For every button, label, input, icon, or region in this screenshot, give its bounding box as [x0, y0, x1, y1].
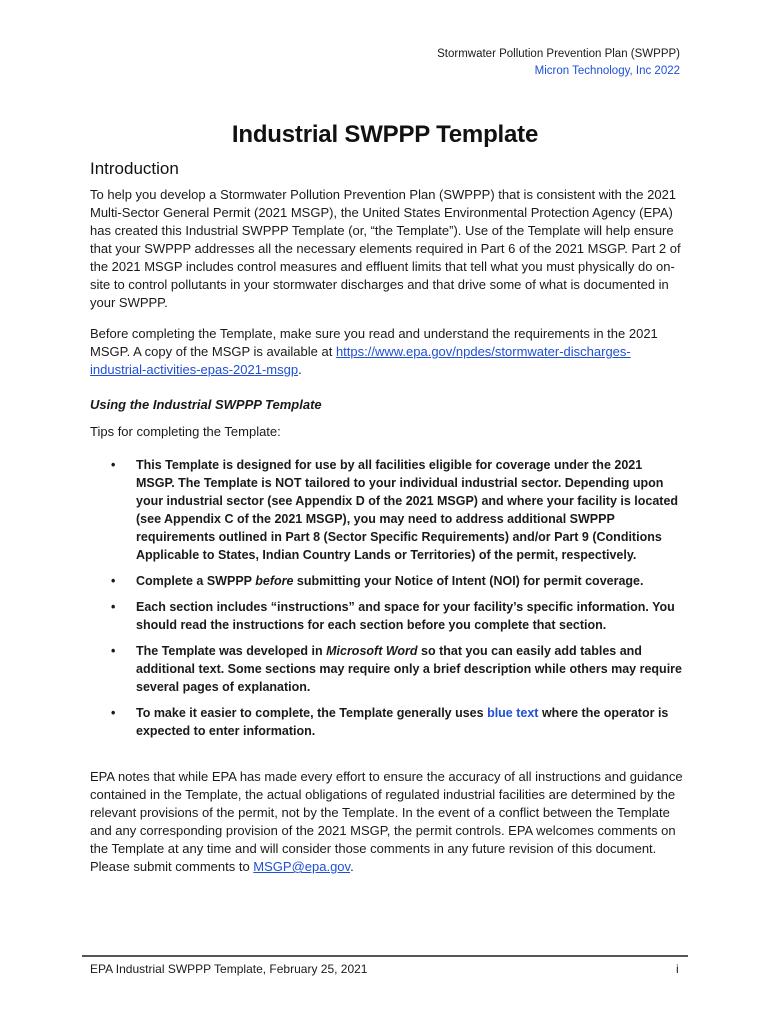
- tip-2-pre: Complete a SWPPP: [136, 574, 256, 588]
- intro-p2-text: Before completing the Template, make sure you read and understand the requirements in the 2021 MSGP. A copy of the MSGP is available at: [90, 326, 658, 359]
- document-title: Industrial SWPPP Template: [231, 121, 539, 148]
- tips-intro: Tips for completing the Template:: [90, 424, 281, 439]
- tip-4-text: [136, 644, 682, 694]
- tip-1-text: This Template is designed for use by all facilities eligible for coverage under the 2021 MSGP. The Template is NOT tailored to your individual industrial sector. Depending upon your industrial sector (see Appendix D of the 2021 MSGP) and where your facility is located (see Appendix C of the 2021 MSGP), you may need to address additional SWPPP requirements outlined in Part 8 (Sector Specific Requirements) and/or Part 9 (Conditions Applicable to States, Indian Country Lands or Territories) of the permit, respectively.: [136, 458, 679, 562]
- list-item: [107, 456, 682, 564]
- tip-3-text: Each section includes “instructions” and space for your facility’s specific information. You should read the instructions for each section before you complete that section.: [136, 600, 675, 632]
- tip-5-pre: To make it easier to complete, the Template generally uses: [136, 706, 488, 720]
- bullet-icon: •: [111, 644, 116, 658]
- list-item: [107, 642, 682, 696]
- tip-2-emphasis: before: [255, 574, 294, 588]
- tip-5-blue-text: blue text: [487, 706, 539, 720]
- bullet-icon: •: [111, 706, 116, 720]
- tip-4-post: so that you can easily add tables and additional text. Some sections may require only a brief description while others may require several pages of explanation.: [136, 644, 682, 694]
- bullet-icon: •: [111, 600, 116, 614]
- header-company: Micron Technology, Inc 2022: [534, 65, 680, 77]
- footer-title: EPA Industrial SWPPP Template, February 25, 2021: [90, 962, 368, 976]
- intro-p2-end: .: [298, 362, 302, 377]
- tip-4-pre: The Template was developed in: [136, 644, 327, 658]
- page-number: i: [676, 962, 679, 976]
- header-plan-title: Stormwater Pollution Prevention Plan (SWPPP): [437, 48, 680, 60]
- closing-paragraph: [90, 768, 686, 876]
- using-template-heading: Using the Industrial SWPPP Template: [90, 397, 322, 412]
- intro-paragraph-1: To help you develop a Stormwater Pollution Prevention Plan (SWPPP) that is consistent with the 2021 Multi-Sector General Permit (2021 MSGP), the United States Environmental Protection Agency (EPA) has created this Industrial SWPPP Template (or, “the Template”). Use of the Template will help ensure that your SWPPP addresses all the necessary elements required in Part 6 of the 2021 MSGP. Part 2 of the 2021 MSGP includes control measures and effluent limits that tell what you must physically do on-site to control pollutants in your stormwater discharges and that drive some of what is documented in your SWPPP.: [90, 187, 681, 310]
- bullet-icon: •: [111, 458, 116, 472]
- tip-4-emphasis: Microsoft Word: [326, 644, 418, 658]
- page-header: [437, 46, 680, 80]
- introduction-heading: Introduction: [90, 159, 179, 178]
- bullet-icon: •: [111, 574, 116, 588]
- list-item: [107, 598, 682, 634]
- list-item: [107, 572, 682, 590]
- intro-paragraph-2: [90, 325, 686, 379]
- footer-divider: [82, 955, 688, 957]
- list-item: [107, 704, 682, 740]
- email-link[interactable]: MSGP@epa.gov: [253, 859, 351, 874]
- closing-text: EPA notes that while EPA has made every effort to ensure the accuracy of all instructions and guidance contained in the Template, the actual obligations of regulated industrial facilities are determined by the relevant provisions of the permit, not by the Template. In the event of a conflict between the Template and any corresponding provision of the 2021 MSGP, the permit controls. EPA welcomes comments on the Template at any time and will consider those comments in any future revision of this document. Please submit comments to: [90, 769, 683, 874]
- msgp-link[interactable]: https://www.epa.gov/npdes/stormwater-discharges-industrial-activities-epas-2021-msgp: [90, 344, 631, 377]
- tip-5-post: where the operator is expected to enter information.: [136, 706, 669, 738]
- tip-2-text: [136, 574, 643, 588]
- tip-5-text: [136, 706, 668, 738]
- tip-2-post: submitting your Notice of Intent (NOI) for permit coverage.: [293, 574, 644, 588]
- closing-end: .: [350, 859, 354, 874]
- tips-list: [107, 456, 682, 748]
